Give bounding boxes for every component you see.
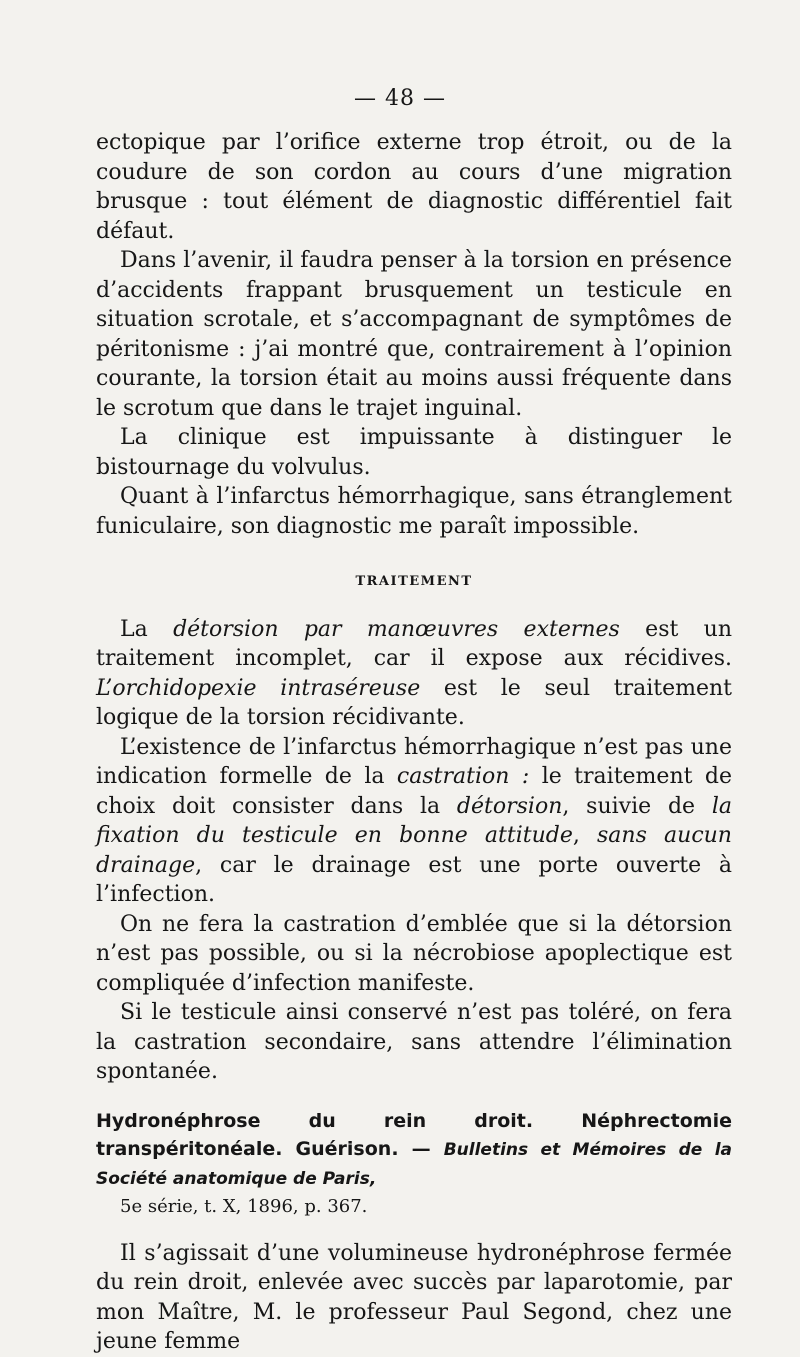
italic-run: sans aucun drainage bbox=[96, 823, 732, 878]
paragraph-1: ectopique par l’orifice externe trop étroit, ou de la coudure de son cordon au cours d’une migration brusque : tout élément de diagnostic différentiel fait défaut. bbox=[96, 130, 732, 244]
paragraph-4: Quant à l’infarctus hémorrhagique, sans étranglement funiculaire, son diagnostic me paraît impossible. bbox=[96, 484, 732, 539]
section-heading: TRAITEMENT bbox=[355, 574, 473, 589]
treatment-paragraph-4: Si le testicule ainsi conservé n’est pas toléré, on fera la castration secondaire, sans attendre l’élimination spontanée. bbox=[96, 1000, 732, 1084]
italic-run: castration : bbox=[396, 764, 530, 789]
text-run: le traitement de choix doit consister dans la bbox=[96, 764, 732, 819]
text-run: La bbox=[120, 616, 174, 642]
text-run: , car le drainage est une porte ouverte à l’infection. bbox=[96, 852, 732, 907]
text-run: , bbox=[572, 823, 598, 848]
treatment-paragraph-2 bbox=[96, 733, 732, 910]
text-run: est un traitement incomplet, car il expose aux récidives. bbox=[96, 616, 733, 671]
paragraph-2: Dans l’avenir, il faudra penser à la torsion en présence d’accidents frappant brusquement un testicule en situation scrotale, et s’accompagnant de symptômes de péritonisme : j’ai montré que, contrairement à l’opinion courante, la torsion était au moins aussi fréquente dans le scrotum que dans le trajet inguinal. bbox=[96, 248, 732, 421]
italic-run: la fixation du testicule en bonne attitude bbox=[96, 793, 732, 848]
text-run: est le seul traitement logique de la torsion récidivante. bbox=[96, 675, 732, 730]
entry-journal: Bulletins et Mémoires de la Société anatomique de Paris, bbox=[96, 1139, 732, 1189]
paragraph-3: La clinique est impuissante à distinguer le bistournage du volvulus. bbox=[96, 425, 732, 480]
entry-volume: 5e série, t. X, 1896, p. 367. bbox=[120, 1195, 368, 1217]
italic-run: détorsion par manœuvres externes bbox=[173, 616, 620, 642]
entry-title: Hydronéphrose du rein droit. Néphrectomie transpéritonéale. Guérison. bbox=[96, 1109, 732, 1160]
text-run: L’existence de l’infarctus hémorrhagique n’est pas une indication formelle de la bbox=[96, 734, 732, 789]
page-body bbox=[96, 128, 732, 1357]
page-number: — 48 — bbox=[354, 86, 446, 111]
italic-run: L’orchidopexie intraséreuse bbox=[96, 675, 421, 701]
treatment-paragraph-3: On ne fera la castration d’emblée que si la détorsion n’est pas possible, ou si la nécrobiose apoplectique est compliquée d’infection manifeste. bbox=[96, 911, 732, 996]
entry-paragraph: Il s’agissait d’une volumineuse hydronéphrose fermée du rein droit, enlevée avec succès par laparotomie, par mon Maître, M. le professeur Paul Segond, chez une jeune femme bbox=[96, 1240, 732, 1354]
bibliography-entry bbox=[96, 1107, 732, 1193]
italic-run: détorsion bbox=[456, 793, 563, 819]
treatment-paragraph-1 bbox=[96, 615, 732, 733]
text-run: , suivie de bbox=[562, 793, 712, 819]
entry-dash: — bbox=[398, 1137, 444, 1160]
